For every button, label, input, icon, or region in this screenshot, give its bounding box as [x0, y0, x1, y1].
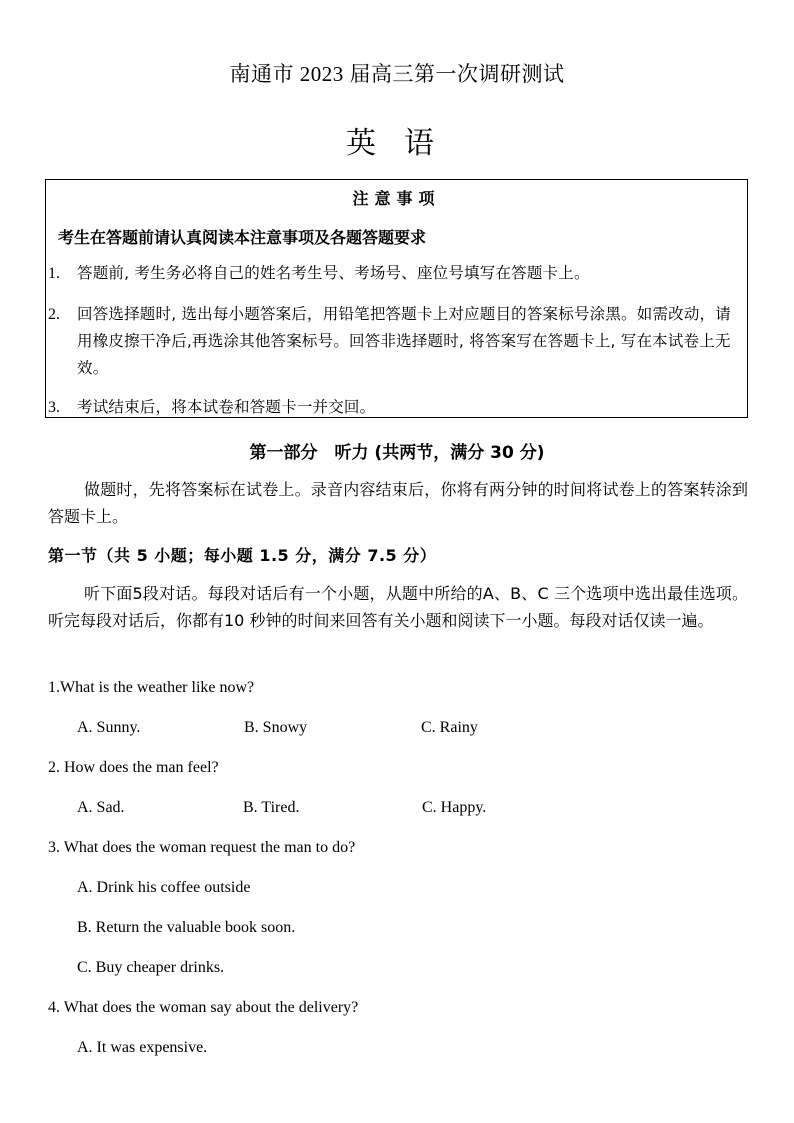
option-b: B. Snowy: [244, 719, 308, 736]
option-a: A. It was expensive.: [77, 1039, 208, 1056]
notice-item: [48, 301, 744, 382]
notice-item: [48, 394, 744, 421]
notice-item-number: 3.: [48, 399, 60, 416]
option-a: A. Sad.: [77, 799, 125, 816]
option-a: A. Sunny.: [77, 719, 141, 736]
notice-subheading: 考生在答题前请认真阅读本注意事项及各题答题要求: [58, 228, 427, 247]
option-c: C. Happy.: [422, 799, 487, 816]
notice-item-text: 回答选择题时, 选出每小题答案后，用铅笔把答题卡上对应题目的答案标号涂黑。如需改动，请用橡皮擦干净后,再选涂其他答案标号。回答非选择题时, 将答案写在答题卡上, 写在本试卷上无效。: [77, 305, 731, 377]
notice-item-text: 答题前, 考生务必将自己的姓名考生号、考场号、座位号填写在答题卡上。: [77, 264, 590, 282]
exam-title: 南通市 2023 届高三第一次调研测试: [229, 62, 565, 86]
section-one-title: 第一节（共 5 小题；每小题 1.5 分，满分 7.5 分）: [48, 546, 437, 565]
option-b: B. Return the valuable book soon.: [77, 919, 296, 936]
part-one-instruction: 做题时，先将答案标在试卷上。录音内容结束后，你将有两分钟的时间将试卷上的答案转涂到答题卡上。: [48, 480, 748, 526]
question-stem: 2. How does the man feel?: [48, 759, 219, 776]
option-c: C. Buy cheaper drinks.: [77, 959, 225, 976]
part-one-title: 第一部分 听力 (共两节，满分 30 分): [249, 443, 545, 463]
notice-item-number: 2.: [48, 306, 60, 323]
notice-heading: 注意事项: [352, 189, 441, 208]
option-c: C. Rainy: [421, 719, 478, 736]
notice-box: [45, 179, 748, 418]
section-one-instruction: 听下面5段对话。每段对话后有一个小题，从题中所给的A、B、C 三个选项中选出最佳选项。听完每段对话后，你都有10 秒钟的时间来回答有关小题和阅读下一小题。每段对话仅读一遍。: [48, 584, 748, 630]
subject-title: 英语: [346, 127, 462, 160]
question-stem: 3. What does the woman request the man to do?: [48, 839, 356, 856]
question-stem: 1.What is the weather like now?: [48, 679, 255, 696]
option-b: B. Tired.: [243, 799, 300, 816]
question-stem: 4. What does the woman say about the delivery?: [48, 999, 359, 1016]
notice-item-text: 考试结束后，将本试卷和答题卡一并交回。: [77, 398, 376, 416]
notice-item-number: 1.: [48, 265, 60, 282]
notice-item: [48, 260, 744, 287]
option-a: A. Drink his coffee outside: [77, 879, 251, 896]
